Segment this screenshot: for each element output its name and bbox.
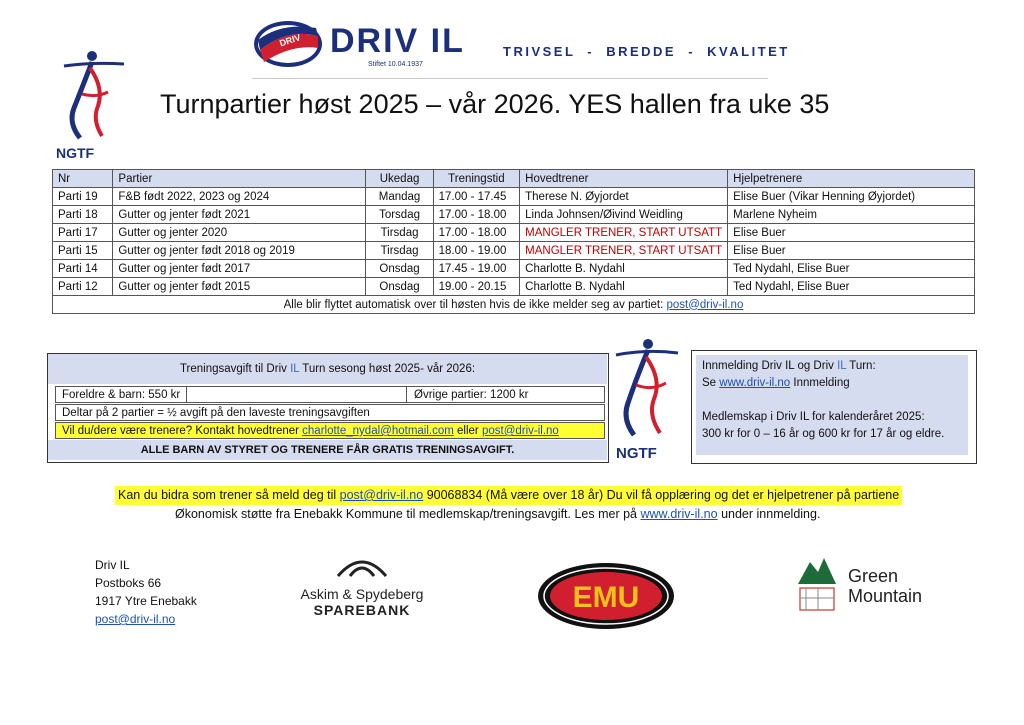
sparebank-logo [292,552,432,632]
trainer-email-1[interactable]: charlotte_nydal@hotmail.com [302,425,454,437]
trainer-email-2[interactable]: post@driv-il.no [481,425,559,437]
info-line-3: Medlemskap i Driv IL for kalenderåret 2025: [702,411,925,423]
row-tid: 17.00 - 17.45 [433,188,520,206]
ngtf-label: NGTF [56,145,95,161]
sparebank-sub: SPAREBANK [313,602,411,618]
schedule-table [52,169,975,314]
info-line-1-suffix: Turn: [846,360,876,372]
emu-text: EMU [572,581,640,614]
row-hjelpetrener: Marlene Nyheim [728,206,975,224]
club-name: DRIV IL [330,22,465,60]
col-header-treningstid: Treningstid [433,170,520,188]
row-nr: Parti 18 [53,206,113,224]
table-row [53,260,975,278]
header-divider [252,78,768,79]
fee-title-il: IL [290,363,300,375]
fee-parent-child: Foreldre & barn: 550 kr [62,389,181,401]
row-hovedtrener-missing: MANGLER TRENER, START UTSATT [520,242,728,260]
row-parti: F&B født 2022, 2023 og 2024 [113,188,366,206]
row-nr: Parti 12 [53,278,113,296]
col-header-ukedag: Ukedag [366,170,433,188]
fee-other: Øvrige partier: 1200 kr [414,389,529,401]
fee-cell-divider [186,387,187,402]
row-hjelpetrener: Ted Nydahl, Elise Buer [728,260,975,278]
address-line: Postboks 66 [95,576,162,590]
table-row [53,206,975,224]
trainer-mid: eller [453,425,482,437]
note2-prefix: Økonomisk støtte fra Enebakk Kommune til medlemskap/treningsavgift. Les mer på [175,507,641,521]
address-email-link[interactable]: post@driv-il.no [95,612,176,626]
row-hovedtrener: Therese N. Øyjordet [520,188,728,206]
fee-cell-divider [406,387,407,402]
row-parti: Gutter og jenter født 2015 [113,278,366,296]
ngtf-label: NGTF [616,445,657,462]
driv-logo-text: DRIV [278,32,302,49]
driv-logo-icon [252,18,324,70]
trainer-prefix: Vil du/dere være trenere? Kontakt hovedtrener [62,425,303,437]
ngtf-logo-icon [608,335,683,463]
info-line-1-il: IL [837,360,847,372]
row-parti: Gutter og jenter født 2017 [113,260,366,278]
sparebank-arc-icon [332,552,392,578]
row-dag: Tirsdag [366,242,433,260]
table-footer-row [53,296,975,314]
row-tid: 17.00 - 18.00 [433,224,520,242]
address-line: Driv IL [95,558,130,572]
fee-title [48,354,607,384]
club-slogan: TRIVSEL - BREDDE - KVALITET [503,44,790,59]
fee-row-prices [55,386,605,403]
table-row [53,224,975,242]
info-line-1 [702,358,962,375]
row-hovedtrener-missing: MANGLER TRENER, START UTSATT [520,224,728,242]
founded-date: Stiftet 10.04.1937 [368,61,423,68]
ngtf-logo-icon [52,48,130,163]
page-title: Turnpartier høst 2025 – vår 2026. YES hallen fra uke 35 [160,89,830,119]
note2-website-link[interactable]: www.driv-il.no [640,507,718,521]
fee-title-prefix: Treningsavgift til Driv [179,363,291,375]
row-hjelpetrener: Elise Buer [728,224,975,242]
row-hovedtrener: Charlotte B. Nydahl [520,260,728,278]
row-hovedtrener: Charlotte B. Nydahl [520,278,728,296]
info-content [696,355,968,455]
address-line: 1917 Ytre Enebakk [95,594,197,608]
info-line-2-prefix: Se [702,377,720,389]
footer-note-text: Alle blir flyttet automatisk over til høsten hvis de ikke melder seg av partiet: [283,298,667,311]
row-hjelpetrener: Elise Buer (Vikar Henning Øyjordet) [728,188,975,206]
fee-two-parties: Deltar på 2 partier = ½ avgift på den laveste treningsavgiften [62,407,370,419]
gm-line-1: Green [848,566,899,586]
info-line-2-suffix: Innmelding [790,377,850,389]
fee-row-two-parties [55,404,605,421]
row-nr: Parti 15 [53,242,113,260]
info-line-2 [702,375,962,392]
col-header-hjelpetrenere: Hjelpetrenere [728,170,975,188]
fee-free-note: ALLE BARN AV STYRET OG TRENERE FÅR GRATIS TRENINGSAVGIFT. [48,440,607,460]
col-header-partier: Partier [113,170,366,188]
col-header-nr: Nr [53,170,113,188]
row-hjelpetrener: Elise Buer [728,242,975,260]
table-row [53,188,975,206]
note1-suffix: 90068834 (Må være over 18 år) Du vil få opplæring og det er hjelpetrener på partiene [423,488,900,502]
row-dag: Torsdag [366,206,433,224]
support-note [175,505,820,523]
fee-row-trainer [55,422,605,439]
info-line-1-prefix: Innmelding Driv IL og Driv [702,360,838,372]
green-mountain-name [848,566,922,606]
table-row [53,242,975,260]
row-dag: Tirsdag [366,224,433,242]
gm-line-2: Mountain [848,586,923,606]
row-nr: Parti 19 [53,188,113,206]
row-tid: 18.00 - 19.00 [433,242,520,260]
row-hovedtrener: Linda Johnsen/Øivind Weidling [520,206,728,224]
row-hjelpetrener: Ted Nydahl, Elise Buer [728,278,975,296]
note1-email-link[interactable]: post@driv-il.no [339,488,424,502]
row-dag: Onsdag [366,278,433,296]
info-line-4: 300 kr for 0 – 16 år og 600 kr for 17 år og eldre. [702,428,945,440]
sparebank-name: Askim & Spydeberg [300,586,424,602]
row-tid: 17.45 - 19.00 [433,260,520,278]
note1-prefix: Kan du bidra som trener så meld deg til [118,488,340,502]
row-parti: Gutter og jenter 2020 [113,224,366,242]
row-nr: Parti 17 [53,224,113,242]
green-mountain-icon [796,554,838,614]
table-header-row [53,170,975,188]
trainer-call-note [115,486,902,505]
col-header-hovedtrener: Hovedtrener [520,170,728,188]
row-parti: Gutter og jenter født 2021 [113,206,366,224]
footer-email-link[interactable]: post@driv-il.no [666,298,744,311]
row-nr: Parti 14 [53,260,113,278]
club-address [95,556,197,628]
table-row [53,278,975,296]
row-tid: 17.00 - 18.00 [433,206,520,224]
row-dag: Mandag [366,188,433,206]
row-dag: Onsdag [366,260,433,278]
row-tid: 19.00 - 20.15 [433,278,520,296]
info-website-link[interactable]: www.driv-il.no [719,377,791,389]
info-spacer [702,392,962,409]
table-footer-note [53,296,975,314]
emu-logo-icon [536,561,676,631]
note2-suffix: under innmelding. [717,507,821,521]
fee-title-suffix: Turn sesong høst 2025- vår 2026: [299,363,476,375]
row-parti: Gutter og jenter født 2018 og 2019 [113,242,366,260]
